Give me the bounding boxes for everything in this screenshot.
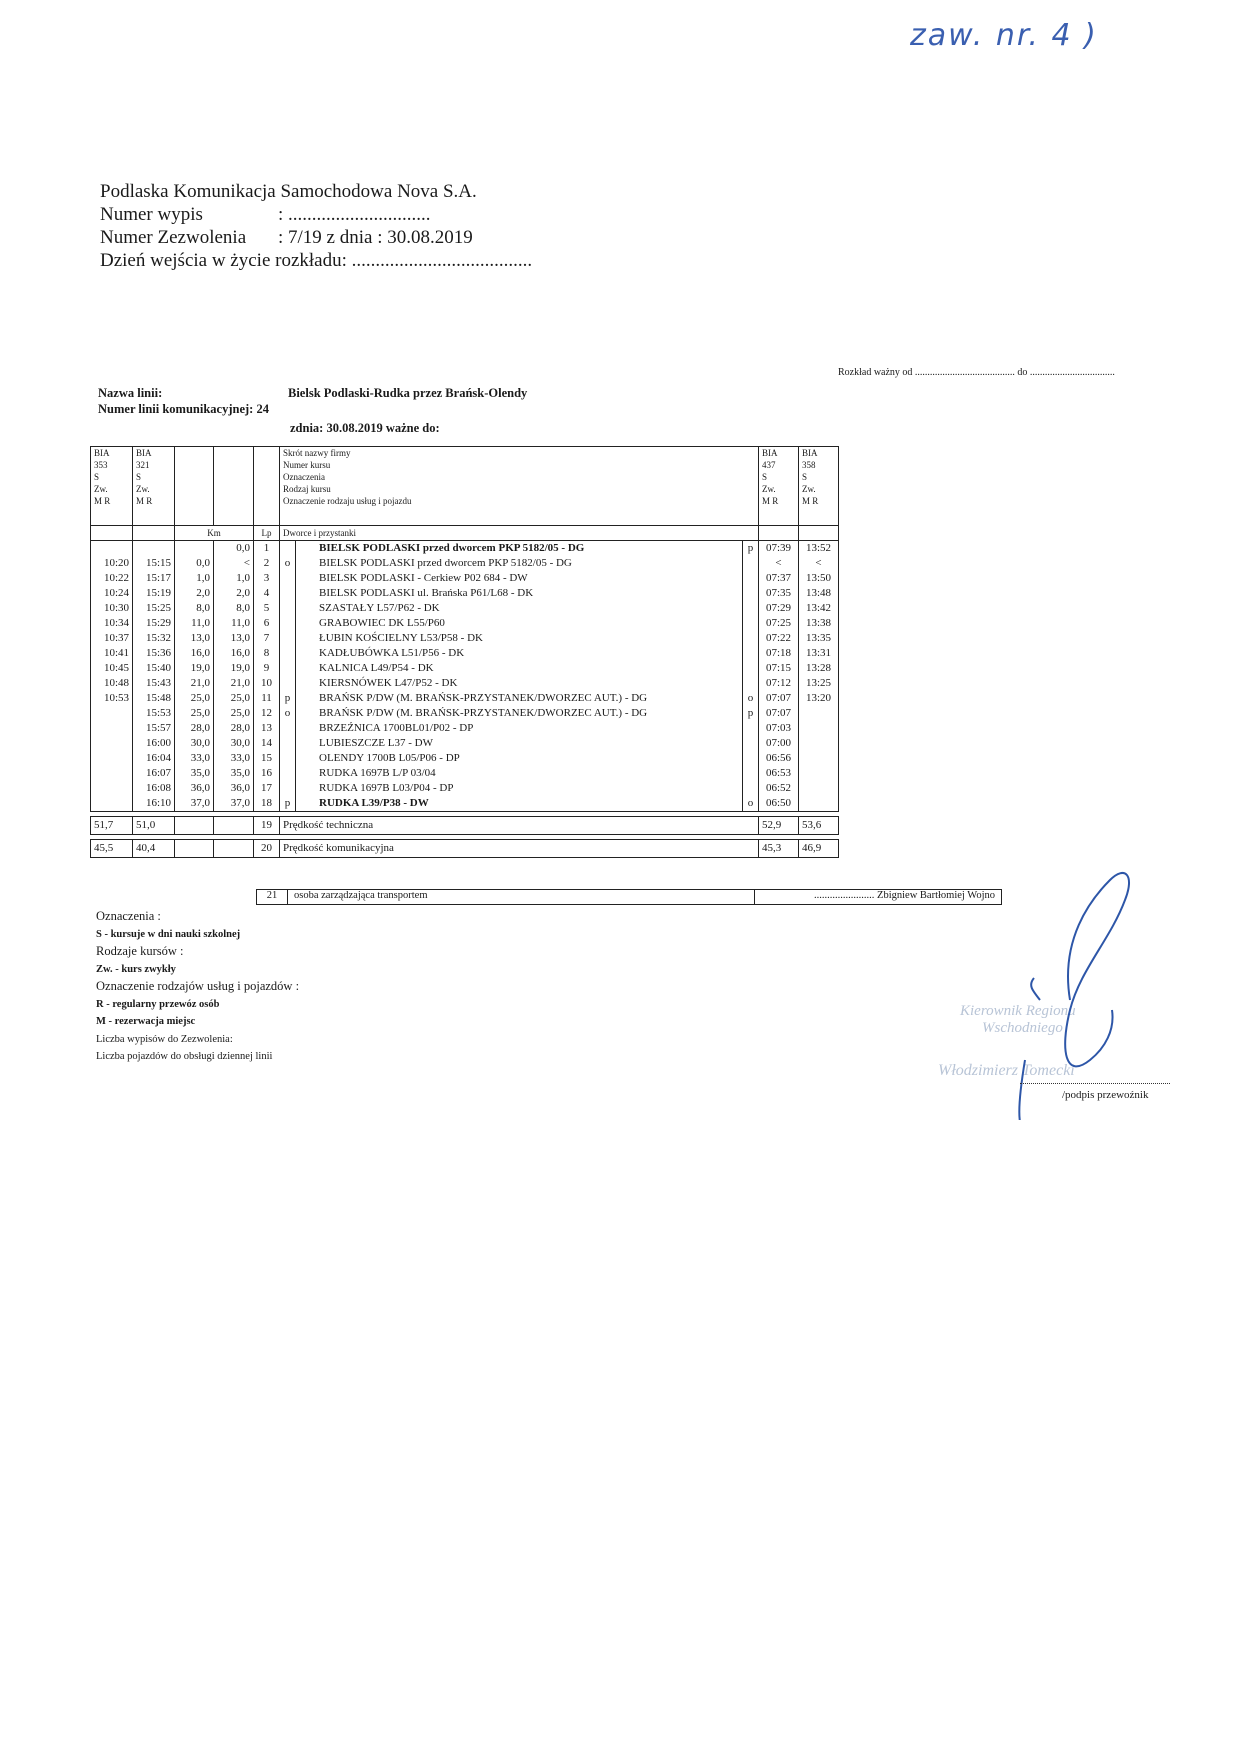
stop-label: BIELSK PODLASKI ul. Brańska P61/L68 - DK (319, 587, 534, 599)
km-a: 1,0 (175, 571, 214, 586)
technical-speed-row (91, 817, 839, 835)
course-2-time: 15:25 (133, 601, 175, 616)
course-2-time: 15:36 (133, 646, 175, 661)
stamp-line-1: Kierownik Regionu (960, 1003, 1076, 1019)
sum-d: 53,6 (799, 817, 839, 835)
course-3-time: 07:15 (759, 661, 799, 676)
mark-right (743, 661, 759, 676)
header-course-1 (91, 447, 133, 526)
course-1-time: 10:37 (91, 631, 133, 646)
course-4-time (799, 721, 839, 736)
row-lp: 1 (254, 541, 280, 557)
row-lp: 14 (254, 736, 280, 751)
manager-row (256, 889, 1002, 905)
legend (96, 908, 299, 1066)
sum-b: 51,0 (133, 817, 175, 835)
km-a: 11,0 (175, 616, 214, 631)
km-b: 11,0 (214, 616, 254, 631)
stop-label: BRAŃSK P/DW (M. BRAŃSK-PRZYSTANEK/DWORZEC AUT.) - DG (319, 707, 648, 719)
course-1-time (91, 541, 133, 557)
legend-pojazdy: Liczba pojazdów do obsługi dziennej linii (96, 1051, 273, 1062)
mark-right: o (743, 796, 759, 812)
header-course-2 (133, 447, 175, 526)
stop-name (296, 766, 743, 781)
stamp (938, 1003, 1076, 1079)
km-b: 36,0 (214, 781, 254, 796)
stop-name (296, 616, 743, 631)
table-row (91, 556, 839, 571)
course-3-time: 07:12 (759, 676, 799, 691)
course-2-time: 16:07 (133, 766, 175, 781)
km-a: 28,0 (175, 721, 214, 736)
course-1-time: 10:34 (91, 616, 133, 631)
course-3-time: 06:52 (759, 781, 799, 796)
sum-c: 45,3 (759, 840, 799, 858)
course-3-time: 07:07 (759, 706, 799, 721)
course-1-time: 10:24 (91, 586, 133, 601)
row-lp: 16 (254, 766, 280, 781)
sum-label: Prędkość komunikacyjna (280, 840, 759, 858)
zezwolenie-label: Numer Zezwolenia (100, 227, 247, 248)
lp-header: Lp (254, 526, 280, 541)
wejscie-value: : ...................................... (341, 250, 533, 271)
course-2-time: 15:43 (133, 676, 175, 691)
stop-name (296, 571, 743, 586)
km-a: 16,0 (175, 646, 214, 661)
mark-left (280, 751, 296, 766)
course-1-time: 10:53 (91, 691, 133, 706)
sum-d: 46,9 (799, 840, 839, 858)
km-a: 33,0 (175, 751, 214, 766)
mark-right (743, 586, 759, 601)
mark-right: o (743, 691, 759, 706)
mark-right (743, 646, 759, 661)
course-4-time: < (799, 556, 839, 571)
table-row (91, 751, 839, 766)
course-3-time: 07:18 (759, 646, 799, 661)
course-4-time: 13:31 (799, 646, 839, 661)
mark-left (280, 676, 296, 691)
header-course-1-text: BIA 353 S Zw. M R (94, 448, 111, 506)
row-lp: 5 (254, 601, 280, 616)
mark-right (743, 616, 759, 631)
header-course-4 (799, 447, 839, 526)
course-2-time: 15:57 (133, 721, 175, 736)
course-4-time: 13:52 (799, 541, 839, 557)
km-b: < (214, 556, 254, 571)
course-3-time: 07:00 (759, 736, 799, 751)
table-row (91, 691, 839, 706)
line-info (98, 385, 527, 417)
km-b: 16,0 (214, 646, 254, 661)
km-a: 19,0 (175, 661, 214, 676)
signature-stamp (920, 860, 1200, 1120)
course-2-time: 15:29 (133, 616, 175, 631)
km-b: 13,0 (214, 631, 254, 646)
km-a: 25,0 (175, 706, 214, 721)
stop-label: SZASTAŁY L57/P62 - DK (319, 602, 440, 614)
table-row (91, 601, 839, 616)
stop-name (296, 751, 743, 766)
course-2-time: 15:15 (133, 556, 175, 571)
header-course-3-text: BIA 437 S Zw. M R (762, 448, 779, 506)
stop-label: RUDKA 1697B L03/P04 - DP (319, 782, 454, 794)
course-3-time: 06:50 (759, 796, 799, 812)
course-2-time: 15:53 (133, 706, 175, 721)
row-lp: 17 (254, 781, 280, 796)
table-row (91, 766, 839, 781)
course-4-time: 13:38 (799, 616, 839, 631)
course-1-time (91, 781, 133, 796)
line-number-label: Numer linii komunikacyjnej: (98, 402, 254, 416)
header-legend (280, 447, 759, 526)
stop-name (296, 541, 743, 557)
course-4-time (799, 736, 839, 751)
mark-right (743, 631, 759, 646)
mark-right (743, 721, 759, 736)
header-course-2-text: BIA 321 S Zw. M R (136, 448, 153, 506)
course-1-time (91, 766, 133, 781)
row-lp: 2 (254, 556, 280, 571)
stop-name (296, 676, 743, 691)
course-1-time: 10:48 (91, 676, 133, 691)
course-3-time: 07:03 (759, 721, 799, 736)
row-lp: 15 (254, 751, 280, 766)
table-row (91, 706, 839, 721)
course-1-time: 10:45 (91, 661, 133, 676)
km-b: 19,0 (214, 661, 254, 676)
stop-label: RUDKA L39/P38 - DW (319, 797, 429, 809)
course-1-time: 10:41 (91, 646, 133, 661)
course-4-time: 13:35 (799, 631, 839, 646)
mark-left (280, 616, 296, 631)
line-name-value: Bielsk Podlaski-Rudka przez Brańsk-Olendy (288, 386, 528, 400)
stop-name (296, 796, 743, 812)
table-row (91, 646, 839, 661)
course-1-time (91, 736, 133, 751)
stop-label: GRABOWIEC DK L55/P60 (319, 617, 445, 629)
km-a: 25,0 (175, 691, 214, 706)
stop-label: BRAŃSK P/DW (M. BRAŃSK-PRZYSTANEK/DWORZEC AUT.) - DG (319, 692, 648, 704)
company-name: Podlaska Komunikacja Samochodowa Nova S.A. (100, 181, 477, 202)
mark-left (280, 586, 296, 601)
course-4-time (799, 766, 839, 781)
course-3-time: 07:37 (759, 571, 799, 586)
sum-lp: 20 (254, 840, 280, 858)
row-lp: 6 (254, 616, 280, 631)
sum-a: 51,7 (91, 817, 133, 835)
table-row (91, 631, 839, 646)
mark-right (743, 781, 759, 796)
km-b: 30,0 (214, 736, 254, 751)
course-1-time (91, 706, 133, 721)
km-a: 30,0 (175, 736, 214, 751)
mark-right (743, 556, 759, 571)
row-lp: 11 (254, 691, 280, 706)
course-2-time: 16:04 (133, 751, 175, 766)
row-lp: 3 (254, 571, 280, 586)
line-date: zdnia: 30.08.2019 ważne do: (290, 421, 440, 435)
stop-label: BRZEŹNICA 1700BL01/P02 - DP (319, 722, 474, 734)
table-row (91, 736, 839, 751)
zezwolenie-value: : 7/19 z dnia : 30.08.2019 (278, 227, 473, 248)
row-lp: 12 (254, 706, 280, 721)
course-1-time (91, 796, 133, 812)
km-b: 25,0 (214, 691, 254, 706)
km-a: 0,0 (175, 556, 214, 571)
course-1-time: 10:22 (91, 571, 133, 586)
mark-left (280, 721, 296, 736)
stop-label: KALNICA L49/P54 - DK (319, 662, 434, 674)
table-row (91, 781, 839, 796)
course-2-time: 16:10 (133, 796, 175, 812)
course-3-time: 07:25 (759, 616, 799, 631)
mark-right (743, 766, 759, 781)
legend-s: S - kursuje w dni nauki szkolnej (96, 928, 241, 940)
stop-name (296, 556, 743, 571)
legend-zw: Zw. - kurs zwykły (96, 963, 176, 975)
km-b: 0,0 (214, 541, 254, 557)
line-number-value: 24 (256, 402, 269, 416)
km-a: 8,0 (175, 601, 214, 616)
legend-r: R - regularny przewóz osób (96, 998, 220, 1010)
course-3-time: < (759, 556, 799, 571)
course-3-time: 06:56 (759, 751, 799, 766)
km-b: 33,0 (214, 751, 254, 766)
course-3-time: 07:39 (759, 541, 799, 557)
km-b: 28,0 (214, 721, 254, 736)
stop-label: LUBIESZCZE L37 - DW (319, 737, 433, 749)
row-lp: 9 (254, 661, 280, 676)
course-2-time: 15:32 (133, 631, 175, 646)
km-b: 35,0 (214, 766, 254, 781)
course-2-time: 15:40 (133, 661, 175, 676)
mark-left (280, 631, 296, 646)
course-2-time: 16:00 (133, 736, 175, 751)
mark-right (743, 751, 759, 766)
legend-rodzaje: Rodzaje kursów : (96, 944, 184, 958)
mark-left (280, 541, 296, 557)
km-a: 21,0 (175, 676, 214, 691)
km-b: 25,0 (214, 706, 254, 721)
mark-left: p (280, 691, 296, 706)
course-3-time: 07:22 (759, 631, 799, 646)
km-a: 13,0 (175, 631, 214, 646)
stop-label: BIELSK PODLASKI przed dworcem PKP 5182/05 - DG (319, 542, 585, 554)
course-4-time: 13:25 (799, 676, 839, 691)
table-row (91, 661, 839, 676)
stop-name (296, 721, 743, 736)
course-4-time (799, 751, 839, 766)
course-4-time (799, 706, 839, 721)
km-b: 2,0 (214, 586, 254, 601)
mark-right (743, 736, 759, 751)
mark-left (280, 646, 296, 661)
stop-label: KIERSNÓWEK L47/P52 - DK (319, 677, 458, 689)
km-a: 35,0 (175, 766, 214, 781)
mark-left: o (280, 556, 296, 571)
legend-oznaczenia: Oznaczenia : (96, 909, 161, 923)
manager-label: osoba zarządzająca transportem (294, 890, 428, 901)
table-row (91, 676, 839, 691)
validity-range: Rozkład ważny od ........................................ do .................................. (838, 367, 1115, 378)
course-4-time: 13:48 (799, 586, 839, 601)
stop-name (296, 601, 743, 616)
sum-a: 45,5 (91, 840, 133, 858)
course-3-time: 06:53 (759, 766, 799, 781)
course-4-time (799, 781, 839, 796)
mark-right: p (743, 706, 759, 721)
wejscie-label: Dzień wejścia w życie rozkładu (100, 250, 342, 271)
km-a: 36,0 (175, 781, 214, 796)
stamp-line-3: Włodzimierz Tomecki (938, 1062, 1075, 1079)
course-4-time: 13:50 (799, 571, 839, 586)
course-2-time: 16:08 (133, 781, 175, 796)
course-4-time: 13:28 (799, 661, 839, 676)
stop-name (296, 706, 743, 721)
sum-b: 40,4 (133, 840, 175, 858)
course-3-time: 07:29 (759, 601, 799, 616)
handwritten-note: zaw. nr. 4 ) (910, 18, 1098, 53)
stop-name (296, 736, 743, 751)
stop-name (296, 631, 743, 646)
km-b: 1,0 (214, 571, 254, 586)
km-a (175, 541, 214, 557)
stop-label: BIELSK PODLASKI - Cerkiew P02 684 - DW (319, 572, 528, 584)
course-1-time (91, 751, 133, 766)
stop-label: RUDKA 1697B L/P 03/04 (319, 767, 436, 779)
sum-lp: 19 (254, 817, 280, 835)
table-row (91, 721, 839, 736)
row-lp: 4 (254, 586, 280, 601)
km-b: 37,0 (214, 796, 254, 812)
km-b: 8,0 (214, 601, 254, 616)
stop-label: OLENDY 1700B L05/P06 - DP (319, 752, 460, 764)
table-row (91, 571, 839, 586)
table-row (91, 616, 839, 631)
mark-left (280, 781, 296, 796)
header-course-3 (759, 447, 799, 526)
course-4-time (799, 796, 839, 812)
stop-name (296, 781, 743, 796)
table-row (91, 541, 839, 557)
sum-c: 52,9 (759, 817, 799, 835)
signature-line (1020, 1083, 1170, 1084)
km-a: 2,0 (175, 586, 214, 601)
mark-left (280, 766, 296, 781)
stop-label: KADŁUBÓWKA L51/P56 - DK (319, 647, 465, 659)
legend-uslug: Oznaczenie rodzajów usług i pojazdów : (96, 979, 300, 993)
course-2-time: 15:17 (133, 571, 175, 586)
course-4-time: 13:20 (799, 691, 839, 706)
table-row (91, 796, 839, 812)
timetable (90, 446, 839, 858)
course-2-time: 15:19 (133, 586, 175, 601)
line-name-label: Nazwa linii: (98, 386, 163, 400)
stamp-line-2: Wschodniego (982, 1020, 1063, 1036)
manager-name: ....................... Zbigniew Bartłomiej Wojno (754, 890, 1001, 904)
course-2-time: 15:48 (133, 691, 175, 706)
stop-label: ŁUBIN KOŚCIELNY L53/P58 - DK (319, 632, 483, 644)
course-1-time: 10:30 (91, 601, 133, 616)
course-1-time: 10:20 (91, 556, 133, 571)
legend-m: M - rezerwacja miejsc (96, 1016, 196, 1027)
mark-left: p (280, 796, 296, 812)
mark-left (280, 571, 296, 586)
signature-caption: /podpis przewoźnik (1062, 1089, 1149, 1101)
stop-label: BIELSK PODLASKI przed dworcem PKP 5182/05 - DG (319, 557, 572, 569)
row-lp: 10 (254, 676, 280, 691)
stop-name (296, 691, 743, 706)
wypis-value: : .............................. (278, 204, 431, 225)
km-b: 21,0 (214, 676, 254, 691)
stop-name (296, 646, 743, 661)
header-course-4-text: BIA 358 S Zw. M R (802, 448, 819, 506)
sum-label: Prędkość techniczna (280, 817, 759, 835)
stop-name (296, 661, 743, 676)
row-lp: 7 (254, 631, 280, 646)
mark-left (280, 736, 296, 751)
km-a: 37,0 (175, 796, 214, 812)
course-3-time: 07:07 (759, 691, 799, 706)
row-lp: 8 (254, 646, 280, 661)
header-legend-text: Skrót nazwy firmy Numer kursu Oznaczenia Rodzaj kursu Oznaczenie rodzaju usług i pojazdu (283, 448, 412, 506)
mark-right (743, 676, 759, 691)
document-header (100, 180, 532, 272)
stops-header: Dworce i przystanki (280, 526, 759, 541)
legend-wypisy: Liczba wypisów do Zezwolenia: (96, 1033, 233, 1045)
wypis-label: Numer wypis (100, 204, 203, 225)
mark-left (280, 601, 296, 616)
commercial-speed-row (91, 840, 839, 858)
course-3-time: 07:35 (759, 586, 799, 601)
course-1-time (91, 721, 133, 736)
mark-left (280, 661, 296, 676)
row-lp: 18 (254, 796, 280, 812)
mark-right (743, 601, 759, 616)
km-header: Km (175, 526, 254, 541)
mark-right: p (743, 541, 759, 557)
row-lp: 13 (254, 721, 280, 736)
stop-name (296, 586, 743, 601)
course-2-time (133, 541, 175, 557)
course-4-time: 13:42 (799, 601, 839, 616)
table-row (91, 586, 839, 601)
mark-left: o (280, 706, 296, 721)
manager-lp: 21 (257, 890, 288, 904)
mark-right (743, 571, 759, 586)
